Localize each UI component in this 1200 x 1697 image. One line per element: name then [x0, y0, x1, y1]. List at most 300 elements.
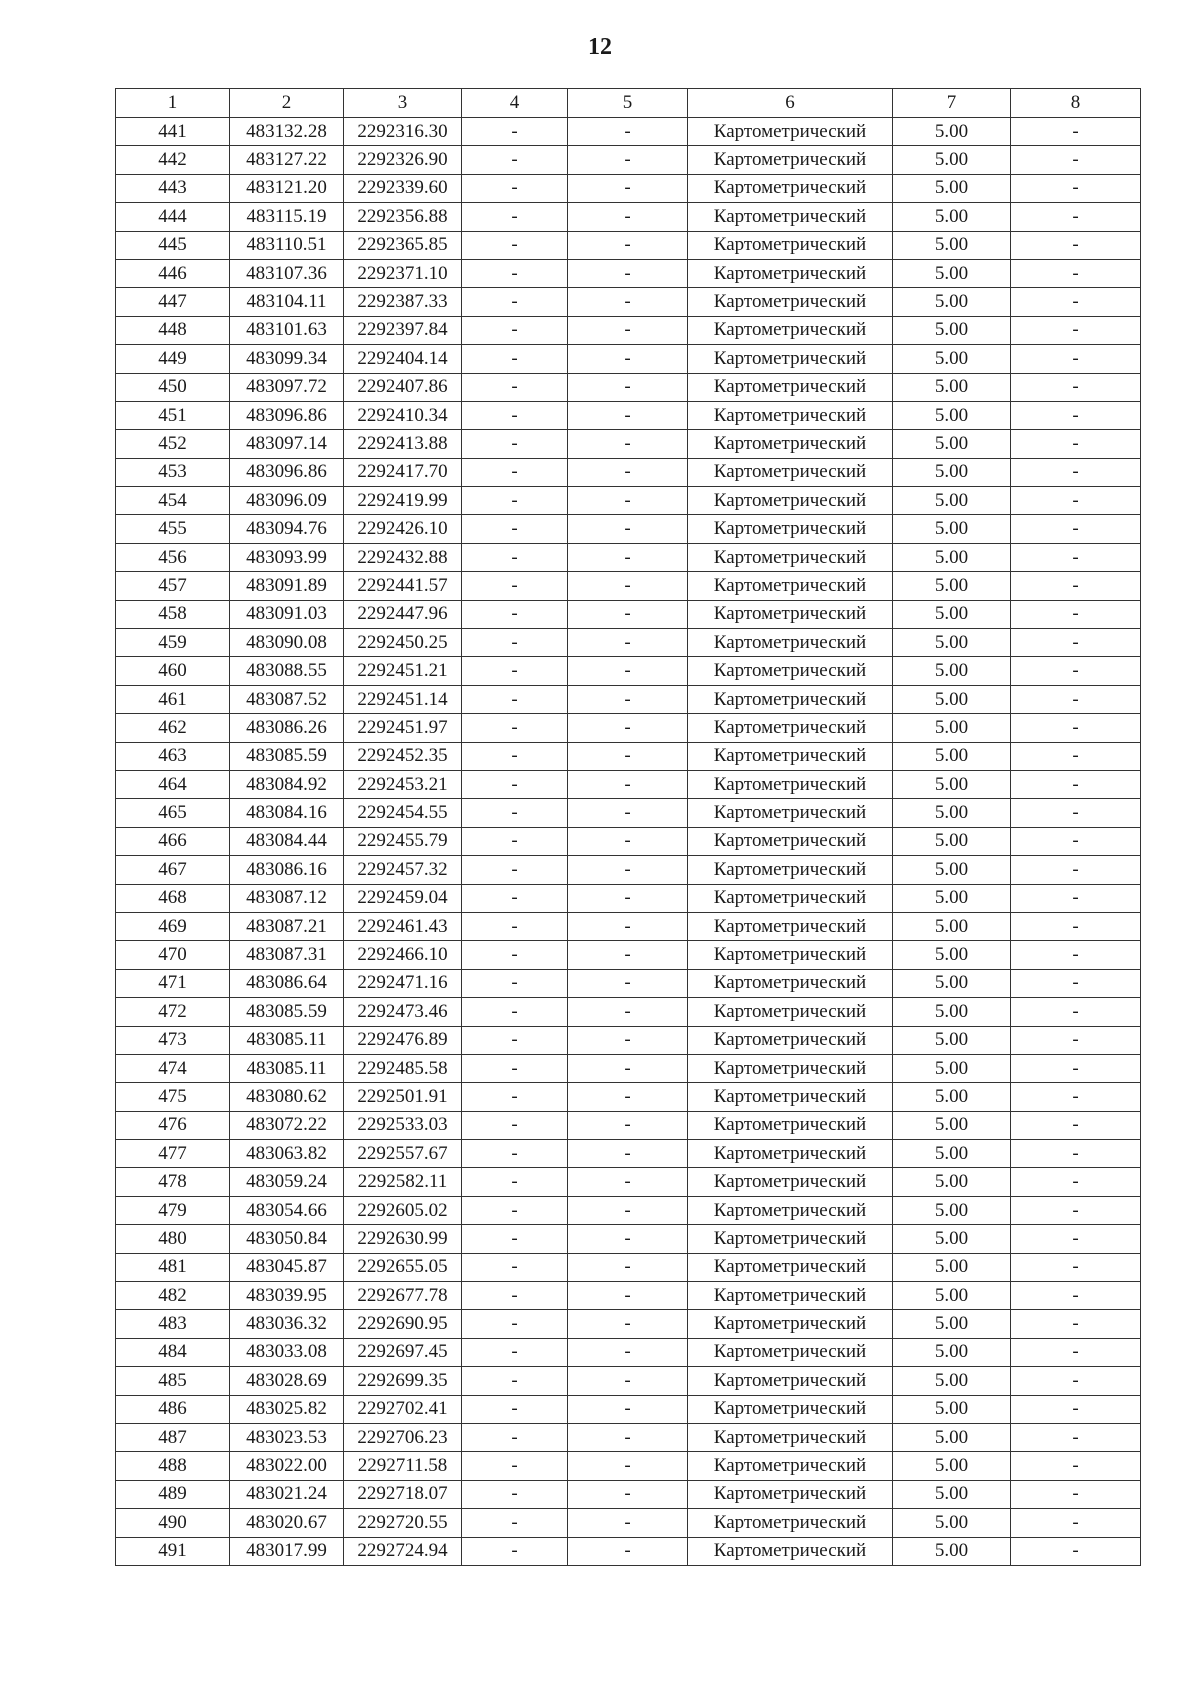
cell-col-5: - — [568, 345, 688, 373]
table-row — [116, 1480, 1141, 1508]
cell-x-coordinate: 483023.53 — [230, 1423, 344, 1451]
cell-accuracy: 5.00 — [893, 1537, 1011, 1565]
cell-col-8: - — [1011, 458, 1141, 486]
cell-x-coordinate: 483022.00 — [230, 1452, 344, 1480]
cell-col-8: - — [1011, 998, 1141, 1026]
cell-method: Картометрический — [688, 1338, 893, 1366]
cell-col-4: - — [462, 1168, 568, 1196]
cell-col-8: - — [1011, 487, 1141, 515]
cell-method: Картометрический — [688, 543, 893, 571]
cell-point-number: 476 — [116, 1111, 230, 1139]
cell-col-5: - — [568, 1310, 688, 1338]
cell-point-number: 453 — [116, 458, 230, 486]
cell-method: Картометрический — [688, 856, 893, 884]
table-row — [116, 657, 1141, 685]
cell-col-4: - — [462, 657, 568, 685]
cell-point-number: 445 — [116, 231, 230, 259]
cell-accuracy: 5.00 — [893, 629, 1011, 657]
cell-col-4: - — [462, 600, 568, 628]
cell-col-8: - — [1011, 316, 1141, 344]
cell-col-4: - — [462, 1111, 568, 1139]
cell-method: Картометрический — [688, 1225, 893, 1253]
cell-method: Картометрический — [688, 1509, 893, 1537]
cell-col-5: - — [568, 430, 688, 458]
cell-point-number: 446 — [116, 259, 230, 287]
cell-col-4: - — [462, 1054, 568, 1082]
cell-col-5: - — [568, 174, 688, 202]
cell-x-coordinate: 483086.16 — [230, 856, 344, 884]
column-header-6: 6 — [688, 89, 893, 118]
cell-method: Картометрический — [688, 600, 893, 628]
cell-col-4: - — [462, 543, 568, 571]
table-row — [116, 1310, 1141, 1338]
cell-col-5: - — [568, 629, 688, 657]
table-header-row — [116, 89, 1141, 118]
cell-col-4: - — [462, 827, 568, 855]
cell-x-coordinate: 483017.99 — [230, 1537, 344, 1565]
cell-col-5: - — [568, 714, 688, 742]
cell-y-coordinate: 2292452.35 — [344, 742, 462, 770]
cell-method: Картометрический — [688, 969, 893, 997]
table-row — [116, 146, 1141, 174]
cell-col-8: - — [1011, 1168, 1141, 1196]
cell-accuracy: 5.00 — [893, 1423, 1011, 1451]
cell-col-5: - — [568, 118, 688, 146]
table-row — [116, 1338, 1141, 1366]
cell-col-4: - — [462, 1452, 568, 1480]
cell-col-4: - — [462, 430, 568, 458]
cell-point-number: 447 — [116, 288, 230, 316]
cell-col-4: - — [462, 1395, 568, 1423]
cell-col-5: - — [568, 231, 688, 259]
cell-accuracy: 5.00 — [893, 742, 1011, 770]
table-row — [116, 912, 1141, 940]
cell-col-5: - — [568, 770, 688, 798]
cell-point-number: 488 — [116, 1452, 230, 1480]
cell-accuracy: 5.00 — [893, 174, 1011, 202]
cell-col-8: - — [1011, 1083, 1141, 1111]
cell-method: Картометрический — [688, 998, 893, 1026]
cell-col-8: - — [1011, 259, 1141, 287]
cell-col-5: - — [568, 203, 688, 231]
cell-x-coordinate: 483093.99 — [230, 543, 344, 571]
cell-y-coordinate: 2292404.14 — [344, 345, 462, 373]
cell-y-coordinate: 2292711.58 — [344, 1452, 462, 1480]
cell-point-number: 455 — [116, 515, 230, 543]
cell-method: Картометрический — [688, 629, 893, 657]
cell-col-8: - — [1011, 1480, 1141, 1508]
cell-accuracy: 5.00 — [893, 1395, 1011, 1423]
cell-x-coordinate: 483104.11 — [230, 288, 344, 316]
cell-method: Картометрический — [688, 1168, 893, 1196]
cell-col-5: - — [568, 1480, 688, 1508]
cell-col-5: - — [568, 458, 688, 486]
cell-y-coordinate: 2292706.23 — [344, 1423, 462, 1451]
cell-point-number: 444 — [116, 203, 230, 231]
cell-point-number: 487 — [116, 1423, 230, 1451]
cell-col-5: - — [568, 1452, 688, 1480]
table-row — [116, 174, 1141, 202]
cell-method: Картометрический — [688, 657, 893, 685]
cell-x-coordinate: 483132.28 — [230, 118, 344, 146]
cell-point-number: 478 — [116, 1168, 230, 1196]
cell-col-5: - — [568, 543, 688, 571]
cell-col-8: - — [1011, 1452, 1141, 1480]
table-row — [116, 118, 1141, 146]
cell-col-5: - — [568, 1395, 688, 1423]
cell-point-number: 464 — [116, 770, 230, 798]
cell-col-4: - — [462, 1225, 568, 1253]
cell-x-coordinate: 483086.64 — [230, 969, 344, 997]
cell-col-4: - — [462, 118, 568, 146]
cell-col-4: - — [462, 1282, 568, 1310]
cell-point-number: 456 — [116, 543, 230, 571]
cell-col-8: - — [1011, 1509, 1141, 1537]
cell-col-5: - — [568, 1253, 688, 1281]
cell-accuracy: 5.00 — [893, 1338, 1011, 1366]
cell-y-coordinate: 2292417.70 — [344, 458, 462, 486]
cell-col-5: - — [568, 1196, 688, 1224]
cell-col-4: - — [462, 515, 568, 543]
cell-x-coordinate: 483127.22 — [230, 146, 344, 174]
cell-col-5: - — [568, 856, 688, 884]
cell-method: Картометрический — [688, 430, 893, 458]
table-row — [116, 203, 1141, 231]
cell-y-coordinate: 2292426.10 — [344, 515, 462, 543]
cell-y-coordinate: 2292447.96 — [344, 600, 462, 628]
cell-col-8: - — [1011, 1111, 1141, 1139]
cell-x-coordinate: 483087.12 — [230, 884, 344, 912]
cell-x-coordinate: 483121.20 — [230, 174, 344, 202]
cell-col-8: - — [1011, 231, 1141, 259]
cell-x-coordinate: 483054.66 — [230, 1196, 344, 1224]
cell-method: Картометрический — [688, 941, 893, 969]
cell-col-4: - — [462, 770, 568, 798]
cell-y-coordinate: 2292718.07 — [344, 1480, 462, 1508]
cell-x-coordinate: 483085.59 — [230, 742, 344, 770]
table-row — [116, 515, 1141, 543]
cell-col-8: - — [1011, 1423, 1141, 1451]
cell-y-coordinate: 2292451.21 — [344, 657, 462, 685]
cell-col-8: - — [1011, 1225, 1141, 1253]
cell-col-5: - — [568, 1338, 688, 1366]
cell-col-4: - — [462, 1253, 568, 1281]
cell-x-coordinate: 483039.95 — [230, 1282, 344, 1310]
table-row — [116, 373, 1141, 401]
cell-col-4: - — [462, 1423, 568, 1451]
cell-y-coordinate: 2292557.67 — [344, 1140, 462, 1168]
cell-col-4: - — [462, 969, 568, 997]
cell-col-8: - — [1011, 1026, 1141, 1054]
cell-x-coordinate: 483085.59 — [230, 998, 344, 1026]
table-row — [116, 1253, 1141, 1281]
cell-col-8: - — [1011, 118, 1141, 146]
cell-col-5: - — [568, 1282, 688, 1310]
cell-x-coordinate: 483025.82 — [230, 1395, 344, 1423]
cell-y-coordinate: 2292365.85 — [344, 231, 462, 259]
cell-point-number: 474 — [116, 1054, 230, 1082]
cell-col-8: - — [1011, 345, 1141, 373]
cell-col-5: - — [568, 1168, 688, 1196]
cell-y-coordinate: 2292453.21 — [344, 770, 462, 798]
cell-method: Картометрический — [688, 1196, 893, 1224]
cell-col-8: - — [1011, 1367, 1141, 1395]
cell-point-number: 481 — [116, 1253, 230, 1281]
cell-col-5: - — [568, 1083, 688, 1111]
table-row — [116, 1111, 1141, 1139]
table-row — [116, 487, 1141, 515]
cell-y-coordinate: 2292485.58 — [344, 1054, 462, 1082]
cell-method: Картометрический — [688, 1026, 893, 1054]
cell-col-5: - — [568, 969, 688, 997]
cell-col-4: - — [462, 316, 568, 344]
table-row — [116, 799, 1141, 827]
cell-col-8: - — [1011, 1395, 1141, 1423]
cell-col-4: - — [462, 742, 568, 770]
cell-accuracy: 5.00 — [893, 600, 1011, 628]
cell-accuracy: 5.00 — [893, 657, 1011, 685]
cell-col-5: - — [568, 1509, 688, 1537]
cell-col-4: - — [462, 345, 568, 373]
cell-x-coordinate: 483115.19 — [230, 203, 344, 231]
cell-y-coordinate: 2292407.86 — [344, 373, 462, 401]
cell-col-5: - — [568, 685, 688, 713]
cell-col-4: - — [462, 146, 568, 174]
cell-point-number: 483 — [116, 1310, 230, 1338]
cell-col-4: - — [462, 1537, 568, 1565]
table-row — [116, 941, 1141, 969]
cell-col-5: - — [568, 1537, 688, 1565]
cell-col-5: - — [568, 1054, 688, 1082]
cell-point-number: 485 — [116, 1367, 230, 1395]
cell-accuracy: 5.00 — [893, 316, 1011, 344]
cell-col-4: - — [462, 231, 568, 259]
cell-x-coordinate: 483086.26 — [230, 714, 344, 742]
table-row — [116, 600, 1141, 628]
cell-accuracy: 5.00 — [893, 572, 1011, 600]
table-row — [116, 969, 1141, 997]
table-row — [116, 742, 1141, 770]
cell-x-coordinate: 483063.82 — [230, 1140, 344, 1168]
cell-y-coordinate: 2292476.89 — [344, 1026, 462, 1054]
cell-x-coordinate: 483084.16 — [230, 799, 344, 827]
cell-col-5: - — [568, 941, 688, 969]
cell-col-8: - — [1011, 430, 1141, 458]
cell-col-8: - — [1011, 203, 1141, 231]
cell-accuracy: 5.00 — [893, 1196, 1011, 1224]
cell-y-coordinate: 2292461.43 — [344, 912, 462, 940]
cell-method: Картометрический — [688, 1253, 893, 1281]
cell-point-number: 450 — [116, 373, 230, 401]
cell-col-5: - — [568, 316, 688, 344]
cell-y-coordinate: 2292455.79 — [344, 827, 462, 855]
cell-x-coordinate: 483059.24 — [230, 1168, 344, 1196]
cell-x-coordinate: 483085.11 — [230, 1026, 344, 1054]
cell-accuracy: 5.00 — [893, 1168, 1011, 1196]
cell-col-5: - — [568, 1423, 688, 1451]
table-row — [116, 856, 1141, 884]
cell-accuracy: 5.00 — [893, 685, 1011, 713]
cell-y-coordinate: 2292457.32 — [344, 856, 462, 884]
cell-col-4: - — [462, 1196, 568, 1224]
cell-y-coordinate: 2292371.10 — [344, 259, 462, 287]
cell-col-4: - — [462, 1338, 568, 1366]
cell-accuracy: 5.00 — [893, 1310, 1011, 1338]
cell-method: Картометрический — [688, 174, 893, 202]
cell-col-4: - — [462, 1026, 568, 1054]
cell-y-coordinate: 2292605.02 — [344, 1196, 462, 1224]
cell-x-coordinate: 483088.55 — [230, 657, 344, 685]
cell-x-coordinate: 483091.89 — [230, 572, 344, 600]
cell-x-coordinate: 483087.21 — [230, 912, 344, 940]
cell-x-coordinate: 483020.67 — [230, 1509, 344, 1537]
cell-col-4: - — [462, 714, 568, 742]
cell-point-number: 480 — [116, 1225, 230, 1253]
cell-point-number: 473 — [116, 1026, 230, 1054]
cell-y-coordinate: 2292697.45 — [344, 1338, 462, 1366]
cell-col-4: - — [462, 1509, 568, 1537]
cell-col-4: - — [462, 259, 568, 287]
table-row — [116, 1509, 1141, 1537]
cell-accuracy: 5.00 — [893, 146, 1011, 174]
cell-col-8: - — [1011, 884, 1141, 912]
cell-point-number: 461 — [116, 685, 230, 713]
cell-col-8: - — [1011, 629, 1141, 657]
cell-col-5: - — [568, 1367, 688, 1395]
table-row — [116, 288, 1141, 316]
cell-x-coordinate: 483097.72 — [230, 373, 344, 401]
cell-method: Картометрический — [688, 1140, 893, 1168]
cell-x-coordinate: 483084.44 — [230, 827, 344, 855]
cell-point-number: 475 — [116, 1083, 230, 1111]
table-row — [116, 231, 1141, 259]
cell-col-8: - — [1011, 373, 1141, 401]
cell-col-5: - — [568, 1026, 688, 1054]
cell-accuracy: 5.00 — [893, 259, 1011, 287]
cell-point-number: 491 — [116, 1537, 230, 1565]
cell-accuracy: 5.00 — [893, 288, 1011, 316]
cell-accuracy: 5.00 — [893, 401, 1011, 429]
cell-y-coordinate: 2292339.60 — [344, 174, 462, 202]
cell-accuracy: 5.00 — [893, 1083, 1011, 1111]
column-header-3: 3 — [344, 89, 462, 118]
cell-col-8: - — [1011, 827, 1141, 855]
cell-method: Картометрический — [688, 1480, 893, 1508]
cell-col-5: - — [568, 998, 688, 1026]
table-row — [116, 1026, 1141, 1054]
cell-accuracy: 5.00 — [893, 799, 1011, 827]
cell-accuracy: 5.00 — [893, 941, 1011, 969]
cell-method: Картометрический — [688, 714, 893, 742]
cell-col-4: - — [462, 685, 568, 713]
cell-point-number: 467 — [116, 856, 230, 884]
cell-method: Картометрический — [688, 316, 893, 344]
cell-x-coordinate: 483080.62 — [230, 1083, 344, 1111]
cell-y-coordinate: 2292419.99 — [344, 487, 462, 515]
cell-col-8: - — [1011, 1338, 1141, 1366]
cell-col-4: - — [462, 203, 568, 231]
cell-x-coordinate: 483036.32 — [230, 1310, 344, 1338]
cell-method: Картометрический — [688, 1395, 893, 1423]
cell-point-number: 462 — [116, 714, 230, 742]
cell-accuracy: 5.00 — [893, 543, 1011, 571]
cell-point-number: 442 — [116, 146, 230, 174]
cell-method: Картометрический — [688, 1083, 893, 1111]
cell-col-8: - — [1011, 714, 1141, 742]
cell-col-4: - — [462, 373, 568, 401]
cell-accuracy: 5.00 — [893, 515, 1011, 543]
cell-method: Картометрический — [688, 912, 893, 940]
cell-col-8: - — [1011, 1537, 1141, 1565]
table-row — [116, 1282, 1141, 1310]
table-row — [116, 316, 1141, 344]
cell-col-4: - — [462, 1140, 568, 1168]
cell-col-8: - — [1011, 799, 1141, 827]
table-row — [116, 1423, 1141, 1451]
cell-y-coordinate: 2292451.14 — [344, 685, 462, 713]
cell-y-coordinate: 2292690.95 — [344, 1310, 462, 1338]
cell-col-4: - — [462, 884, 568, 912]
cell-y-coordinate: 2292459.04 — [344, 884, 462, 912]
table-row — [116, 685, 1141, 713]
table-body — [116, 118, 1141, 1566]
cell-col-5: - — [568, 572, 688, 600]
cell-point-number: 486 — [116, 1395, 230, 1423]
cell-col-5: - — [568, 912, 688, 940]
page-number: 12 — [588, 34, 612, 60]
column-header-4: 4 — [462, 89, 568, 118]
cell-method: Картометрический — [688, 572, 893, 600]
cell-y-coordinate: 2292410.34 — [344, 401, 462, 429]
cell-point-number: 441 — [116, 118, 230, 146]
table-row — [116, 430, 1141, 458]
column-header-1: 1 — [116, 89, 230, 118]
cell-method: Картометрический — [688, 487, 893, 515]
table-row — [116, 1452, 1141, 1480]
cell-accuracy: 5.00 — [893, 1225, 1011, 1253]
cell-y-coordinate: 2292316.30 — [344, 118, 462, 146]
cell-col-8: - — [1011, 770, 1141, 798]
cell-point-number: 451 — [116, 401, 230, 429]
cell-accuracy: 5.00 — [893, 1282, 1011, 1310]
cell-col-5: - — [568, 288, 688, 316]
cell-y-coordinate: 2292677.78 — [344, 1282, 462, 1310]
cell-accuracy: 5.00 — [893, 998, 1011, 1026]
cell-point-number: 449 — [116, 345, 230, 373]
cell-point-number: 463 — [116, 742, 230, 770]
cell-col-8: - — [1011, 401, 1141, 429]
cell-col-8: - — [1011, 543, 1141, 571]
table-row — [116, 572, 1141, 600]
column-header-7: 7 — [893, 89, 1011, 118]
cell-col-8: - — [1011, 1140, 1141, 1168]
cell-accuracy: 5.00 — [893, 458, 1011, 486]
cell-accuracy: 5.00 — [893, 1054, 1011, 1082]
cell-method: Картометрический — [688, 146, 893, 174]
cell-accuracy: 5.00 — [893, 969, 1011, 997]
cell-point-number: 465 — [116, 799, 230, 827]
cell-col-4: - — [462, 174, 568, 202]
cell-point-number: 470 — [116, 941, 230, 969]
cell-point-number: 454 — [116, 487, 230, 515]
cell-y-coordinate: 2292326.90 — [344, 146, 462, 174]
table-row — [116, 345, 1141, 373]
cell-accuracy: 5.00 — [893, 231, 1011, 259]
cell-accuracy: 5.00 — [893, 1026, 1011, 1054]
cell-accuracy: 5.00 — [893, 714, 1011, 742]
cell-col-5: - — [568, 373, 688, 401]
cell-point-number: 468 — [116, 884, 230, 912]
